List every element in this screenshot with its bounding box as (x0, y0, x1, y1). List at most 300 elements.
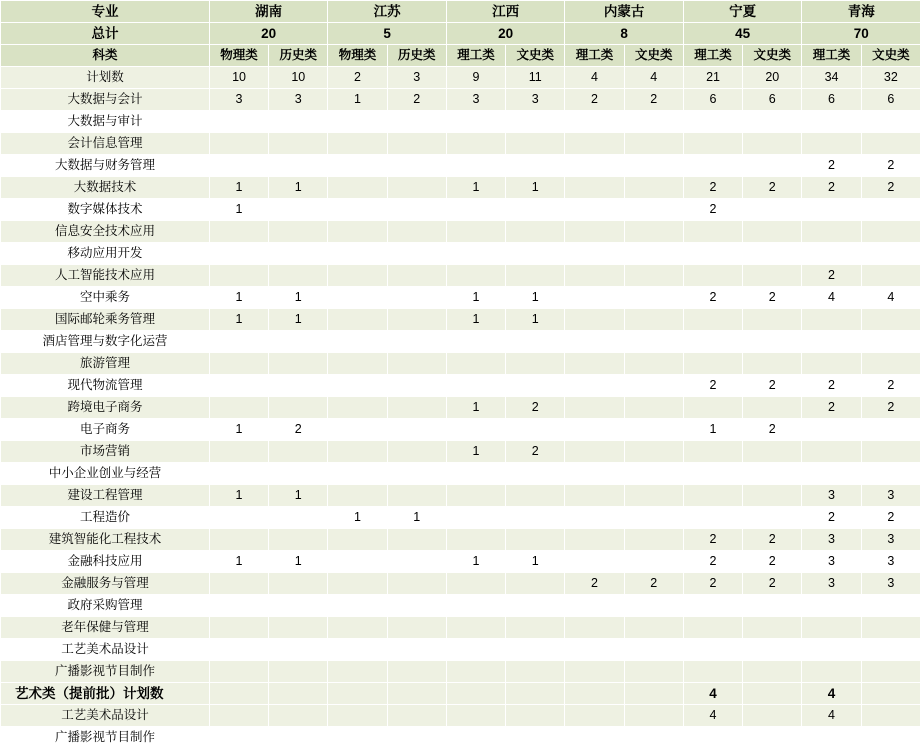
table-row (1, 463, 921, 485)
plan-count-cell (387, 353, 446, 375)
header-total-jiangsu: 5 (328, 23, 447, 45)
plan-count-cell (446, 155, 505, 177)
plan-count-cell (387, 661, 446, 683)
plan-count-cell: 3 (802, 573, 861, 595)
plan-count-cell (446, 199, 505, 221)
plan-count-cell (328, 485, 387, 507)
plan-count-cell: 1 (209, 485, 268, 507)
plan-count-cell (387, 111, 446, 133)
plan-count-cell (565, 441, 624, 463)
plan-count-cell (743, 243, 802, 265)
major-name-cell: 国际邮轮乘务管理 (1, 309, 210, 331)
plan-count-cell (861, 639, 920, 661)
plan-count-cell (328, 573, 387, 595)
plan-count-cell (802, 111, 861, 133)
plan-count-cell (861, 419, 920, 441)
plan-count-cell (565, 287, 624, 309)
plan-count-cell (683, 243, 742, 265)
plan-count-cell (861, 617, 920, 639)
major-name-cell: 工艺美术品设计 (1, 639, 210, 661)
plan-count-cell (506, 375, 565, 397)
plan-count-cell (624, 463, 683, 485)
plan-count-cell (387, 463, 446, 485)
plan-count-cell: 3 (861, 529, 920, 551)
plan-count-cell (624, 727, 683, 749)
major-name-cell: 广播影视节目制作 (1, 727, 210, 749)
plan-count-cell (387, 529, 446, 551)
plan-count-cell: 1 (446, 287, 505, 309)
plan-count-cell: 2 (802, 177, 861, 199)
plan-count-cell: 2 (269, 419, 328, 441)
plan-count-cell (506, 727, 565, 749)
plan-count-cell (743, 507, 802, 529)
plan-count-cell (743, 617, 802, 639)
table-row (1, 111, 921, 133)
plan-count-cell (861, 661, 920, 683)
plan-count-cell (328, 595, 387, 617)
plan-count-cell (802, 617, 861, 639)
plan-count-cell (209, 155, 268, 177)
plan-count-cell (565, 221, 624, 243)
header-province-jiangxi: 江西 (446, 1, 565, 23)
plan-count-cell: 4 (802, 705, 861, 727)
plan-count-cell (861, 441, 920, 463)
plan-count-cell (861, 353, 920, 375)
plan-count-cell (269, 397, 328, 419)
plan-count-cell: 2 (861, 375, 920, 397)
header-province-hunan: 湖南 (209, 1, 328, 23)
header-sub-neimenggu-0: 理工类 (565, 45, 624, 67)
header-total-neimenggu: 8 (565, 23, 684, 45)
plan-count-cell (802, 309, 861, 331)
plan-count-cell (446, 727, 505, 749)
plan-count-cell (209, 397, 268, 419)
plan-count-cell (506, 265, 565, 287)
plan-count-cell (743, 705, 802, 727)
plan-count-cell: 1 (209, 199, 268, 221)
plan-count-cell (861, 243, 920, 265)
plan-count-cell: 21 (683, 67, 742, 89)
plan-count-cell (387, 309, 446, 331)
plan-count-cell: 1 (209, 309, 268, 331)
plan-count-cell (387, 375, 446, 397)
plan-count-cell (683, 441, 742, 463)
plan-count-cell (446, 573, 505, 595)
plan-count-cell: 1 (446, 177, 505, 199)
plan-count-cell (209, 573, 268, 595)
plan-count-cell: 2 (506, 441, 565, 463)
plan-count-cell (269, 683, 328, 705)
plan-count-cell (802, 727, 861, 749)
table-row (1, 639, 921, 661)
plan-count-cell: 3 (506, 89, 565, 111)
major-name-cell: 建筑智能化工程技术 (1, 529, 210, 551)
plan-count-cell (387, 133, 446, 155)
header-category-label: 科类 (1, 45, 210, 67)
plan-count-cell: 4 (802, 287, 861, 309)
plan-count-cell: 1 (506, 177, 565, 199)
plan-count-cell (328, 617, 387, 639)
plan-count-cell (387, 331, 446, 353)
plan-count-cell (861, 199, 920, 221)
plan-count-cell: 6 (861, 89, 920, 111)
plan-count-cell (209, 331, 268, 353)
plan-count-cell (565, 177, 624, 199)
header-total-qinghai: 70 (802, 23, 921, 45)
header-sub-jiangxi-1: 文史类 (506, 45, 565, 67)
major-name-cell: 旅游管理 (1, 353, 210, 375)
plan-count-cell (269, 111, 328, 133)
plan-count-cell (802, 441, 861, 463)
major-name-cell: 工程造价 (1, 507, 210, 529)
header-total-jiangxi: 20 (446, 23, 565, 45)
plan-count-cell (506, 507, 565, 529)
major-name-cell: 电子商务 (1, 419, 210, 441)
plan-count-cell: 3 (209, 89, 268, 111)
plan-count-cell (861, 331, 920, 353)
plan-count-cell (209, 243, 268, 265)
plan-count-cell (802, 199, 861, 221)
header-sub-ningxia-0: 理工类 (683, 45, 742, 67)
plan-count-cell (506, 639, 565, 661)
plan-count-cell: 4 (683, 705, 742, 727)
table-row (1, 287, 921, 309)
plan-count-cell: 1 (269, 309, 328, 331)
plan-count-cell (387, 419, 446, 441)
plan-count-cell (861, 221, 920, 243)
plan-count-cell (328, 309, 387, 331)
plan-count-cell (209, 353, 268, 375)
plan-count-cell (387, 441, 446, 463)
plan-count-cell (861, 683, 920, 705)
plan-count-cell (743, 463, 802, 485)
plan-count-cell (802, 463, 861, 485)
plan-count-cell (624, 287, 683, 309)
plan-count-cell (506, 155, 565, 177)
plan-count-cell: 6 (802, 89, 861, 111)
plan-count-cell: 2 (683, 551, 742, 573)
table-row (1, 683, 921, 705)
plan-count-cell: 4 (802, 683, 861, 705)
header-sub-hunan-1: 历史类 (269, 45, 328, 67)
plan-count-cell: 2 (683, 529, 742, 551)
plan-count-cell: 1 (269, 551, 328, 573)
plan-count-cell (387, 199, 446, 221)
plan-count-cell (446, 683, 505, 705)
plan-count-cell (624, 529, 683, 551)
plan-count-cell (802, 661, 861, 683)
plan-count-cell: 32 (861, 67, 920, 89)
plan-count-cell (565, 727, 624, 749)
plan-count-cell (269, 639, 328, 661)
plan-count-cell (209, 661, 268, 683)
plan-count-cell (506, 529, 565, 551)
plan-count-cell: 1 (269, 287, 328, 309)
plan-count-cell (683, 397, 742, 419)
plan-count-cell (802, 133, 861, 155)
plan-count-cell (269, 221, 328, 243)
major-name-cell: 金融科技应用 (1, 551, 210, 573)
plan-count-cell (446, 243, 505, 265)
plan-count-cell (387, 551, 446, 573)
plan-count-cell (861, 265, 920, 287)
header-province-qinghai: 青海 (802, 1, 921, 23)
plan-count-cell: 1 (446, 551, 505, 573)
plan-count-cell (328, 353, 387, 375)
plan-count-cell: 1 (209, 177, 268, 199)
plan-count-cell (565, 661, 624, 683)
plan-count-cell (387, 177, 446, 199)
table-row (1, 595, 921, 617)
plan-count-cell (209, 133, 268, 155)
plan-count-cell (387, 287, 446, 309)
plan-count-cell: 2 (743, 177, 802, 199)
plan-count-cell (743, 199, 802, 221)
plan-count-cell: 3 (387, 67, 446, 89)
plan-count-cell: 2 (624, 89, 683, 111)
plan-count-cell: 2 (683, 375, 742, 397)
table-row (1, 133, 921, 155)
plan-count-cell (387, 221, 446, 243)
plan-count-cell (209, 617, 268, 639)
plan-count-cell (328, 441, 387, 463)
plan-count-cell (624, 595, 683, 617)
plan-count-cell: 3 (861, 551, 920, 573)
plan-count-cell (565, 133, 624, 155)
plan-count-cell (506, 485, 565, 507)
plan-count-cell: 2 (802, 397, 861, 419)
plan-count-cell (387, 727, 446, 749)
major-name-cell: 市场营销 (1, 441, 210, 463)
plan-count-cell (506, 617, 565, 639)
header-sub-jiangsu-0: 物理类 (328, 45, 387, 67)
plan-count-cell (624, 507, 683, 529)
plan-count-cell (565, 243, 624, 265)
plan-count-cell (743, 485, 802, 507)
plan-count-cell (506, 243, 565, 265)
plan-count-cell (269, 155, 328, 177)
plan-count-cell: 2 (387, 89, 446, 111)
plan-count-cell: 2 (683, 177, 742, 199)
plan-count-cell (565, 529, 624, 551)
major-name-cell: 建设工程管理 (1, 485, 210, 507)
plan-count-cell (802, 221, 861, 243)
table-row (1, 265, 921, 287)
plan-count-cell (624, 551, 683, 573)
plan-count-cell: 2 (743, 419, 802, 441)
plan-count-cell (209, 375, 268, 397)
plan-count-cell (269, 573, 328, 595)
major-name-cell: 移动应用开发 (1, 243, 210, 265)
plan-count-cell (387, 155, 446, 177)
header-sub-jiangxi-0: 理工类 (446, 45, 505, 67)
plan-count-cell: 2 (743, 573, 802, 595)
plan-count-cell (446, 353, 505, 375)
table-row (1, 155, 921, 177)
plan-count-cell (743, 397, 802, 419)
header-total-ningxia: 45 (683, 23, 802, 45)
table-row (1, 89, 921, 111)
plan-count-cell: 2 (565, 573, 624, 595)
plan-count-cell (624, 419, 683, 441)
plan-count-cell: 4 (565, 67, 624, 89)
plan-count-cell (743, 221, 802, 243)
plan-count-cell (565, 309, 624, 331)
major-name-cell: 数字媒体技术 (1, 199, 210, 221)
plan-count-cell (328, 221, 387, 243)
plan-count-cell (802, 419, 861, 441)
plan-count-cell (328, 661, 387, 683)
plan-count-cell (328, 199, 387, 221)
plan-count-cell (446, 529, 505, 551)
plan-count-cell (506, 419, 565, 441)
plan-count-cell (446, 221, 505, 243)
plan-count-cell (683, 133, 742, 155)
plan-count-cell: 3 (269, 89, 328, 111)
plan-count-cell: 1 (328, 507, 387, 529)
plan-count-cell (565, 683, 624, 705)
header-row-totals (1, 23, 921, 45)
plan-count-cell (328, 243, 387, 265)
plan-count-cell: 2 (743, 551, 802, 573)
table-row (1, 529, 921, 551)
plan-count-cell (743, 595, 802, 617)
plan-count-cell (328, 551, 387, 573)
plan-count-cell (446, 375, 505, 397)
plan-count-cell (506, 595, 565, 617)
plan-count-cell (387, 705, 446, 727)
table-row (1, 661, 921, 683)
plan-count-cell (565, 705, 624, 727)
plan-count-cell (209, 529, 268, 551)
plan-count-cell (269, 441, 328, 463)
plan-count-cell (446, 419, 505, 441)
plan-count-cell (446, 111, 505, 133)
major-name-cell: 会计信息管理 (1, 133, 210, 155)
table-row (1, 353, 921, 375)
plan-count-cell: 1 (506, 309, 565, 331)
plan-count-cell (269, 353, 328, 375)
table-row (1, 573, 921, 595)
plan-count-cell (683, 353, 742, 375)
plan-count-cell (387, 265, 446, 287)
table-row (1, 727, 921, 749)
header-sub-jiangsu-1: 历史类 (387, 45, 446, 67)
plan-count-cell: 1 (506, 551, 565, 573)
plan-count-cell (683, 617, 742, 639)
plan-count-cell (683, 221, 742, 243)
plan-count-cell: 1 (209, 287, 268, 309)
plan-count-cell: 2 (861, 177, 920, 199)
plan-count-cell (624, 485, 683, 507)
plan-count-cell (683, 727, 742, 749)
plan-count-cell (506, 111, 565, 133)
major-name-cell: 金融服务与管理 (1, 573, 210, 595)
plan-count-cell (861, 727, 920, 749)
plan-count-cell (624, 199, 683, 221)
plan-count-cell (387, 485, 446, 507)
plan-count-cell: 1 (506, 287, 565, 309)
plan-count-cell: 3 (861, 485, 920, 507)
plan-count-cell (269, 617, 328, 639)
plan-count-cell (624, 265, 683, 287)
major-name-cell: 工艺美术品设计 (1, 705, 210, 727)
plan-count-cell (209, 705, 268, 727)
table-row (1, 551, 921, 573)
plan-count-cell: 1 (328, 89, 387, 111)
plan-count-cell: 2 (624, 573, 683, 595)
header-province-neimenggu: 内蒙古 (565, 1, 684, 23)
plan-count-cell: 3 (802, 529, 861, 551)
plan-count-cell (861, 111, 920, 133)
plan-count-cell (565, 485, 624, 507)
plan-count-cell (209, 111, 268, 133)
plan-count-cell: 10 (209, 67, 268, 89)
header-province-ningxia: 宁夏 (683, 1, 802, 23)
plan-count-cell (387, 397, 446, 419)
plan-count-cell (506, 133, 565, 155)
plan-count-cell (624, 441, 683, 463)
plan-count-cell (269, 529, 328, 551)
table-row (1, 199, 921, 221)
plan-count-cell (861, 133, 920, 155)
plan-count-cell (446, 485, 505, 507)
table-row (1, 441, 921, 463)
major-name-cell: 跨境电子商务 (1, 397, 210, 419)
header-sub-neimenggu-1: 文史类 (624, 45, 683, 67)
major-name-cell: 大数据与财务管理 (1, 155, 210, 177)
major-name-cell: 计划数 (1, 67, 210, 89)
major-name-cell: 大数据与审计 (1, 111, 210, 133)
plan-count-cell (565, 353, 624, 375)
plan-count-cell (446, 507, 505, 529)
plan-count-cell: 1 (446, 309, 505, 331)
plan-count-cell (565, 551, 624, 573)
plan-count-cell (743, 331, 802, 353)
plan-count-cell (328, 419, 387, 441)
major-name-cell: 艺术类（提前批）计划数 (1, 683, 210, 705)
plan-count-cell (387, 243, 446, 265)
plan-count-cell (209, 595, 268, 617)
plan-count-cell (328, 155, 387, 177)
plan-count-cell (743, 727, 802, 749)
plan-count-cell (506, 199, 565, 221)
plan-count-cell (624, 661, 683, 683)
major-name-cell: 人工智能技术应用 (1, 265, 210, 287)
plan-count-cell: 2 (506, 397, 565, 419)
header-major-label: 专业 (1, 1, 210, 23)
major-name-cell: 老年保健与管理 (1, 617, 210, 639)
table-row (1, 617, 921, 639)
plan-count-cell (624, 353, 683, 375)
table-row (1, 177, 921, 199)
plan-count-cell: 3 (446, 89, 505, 111)
header-sub-hunan-0: 物理类 (209, 45, 268, 67)
major-name-cell: 中小企业创业与经营 (1, 463, 210, 485)
plan-count-cell: 2 (328, 67, 387, 89)
plan-count-cell (269, 243, 328, 265)
plan-count-cell (269, 265, 328, 287)
plan-count-cell (269, 507, 328, 529)
table-row (1, 67, 921, 89)
plan-count-cell: 2 (802, 375, 861, 397)
plan-count-cell (506, 331, 565, 353)
plan-count-cell (446, 617, 505, 639)
table-row (1, 375, 921, 397)
plan-count-cell (683, 595, 742, 617)
table-row (1, 309, 921, 331)
plan-count-cell (328, 111, 387, 133)
